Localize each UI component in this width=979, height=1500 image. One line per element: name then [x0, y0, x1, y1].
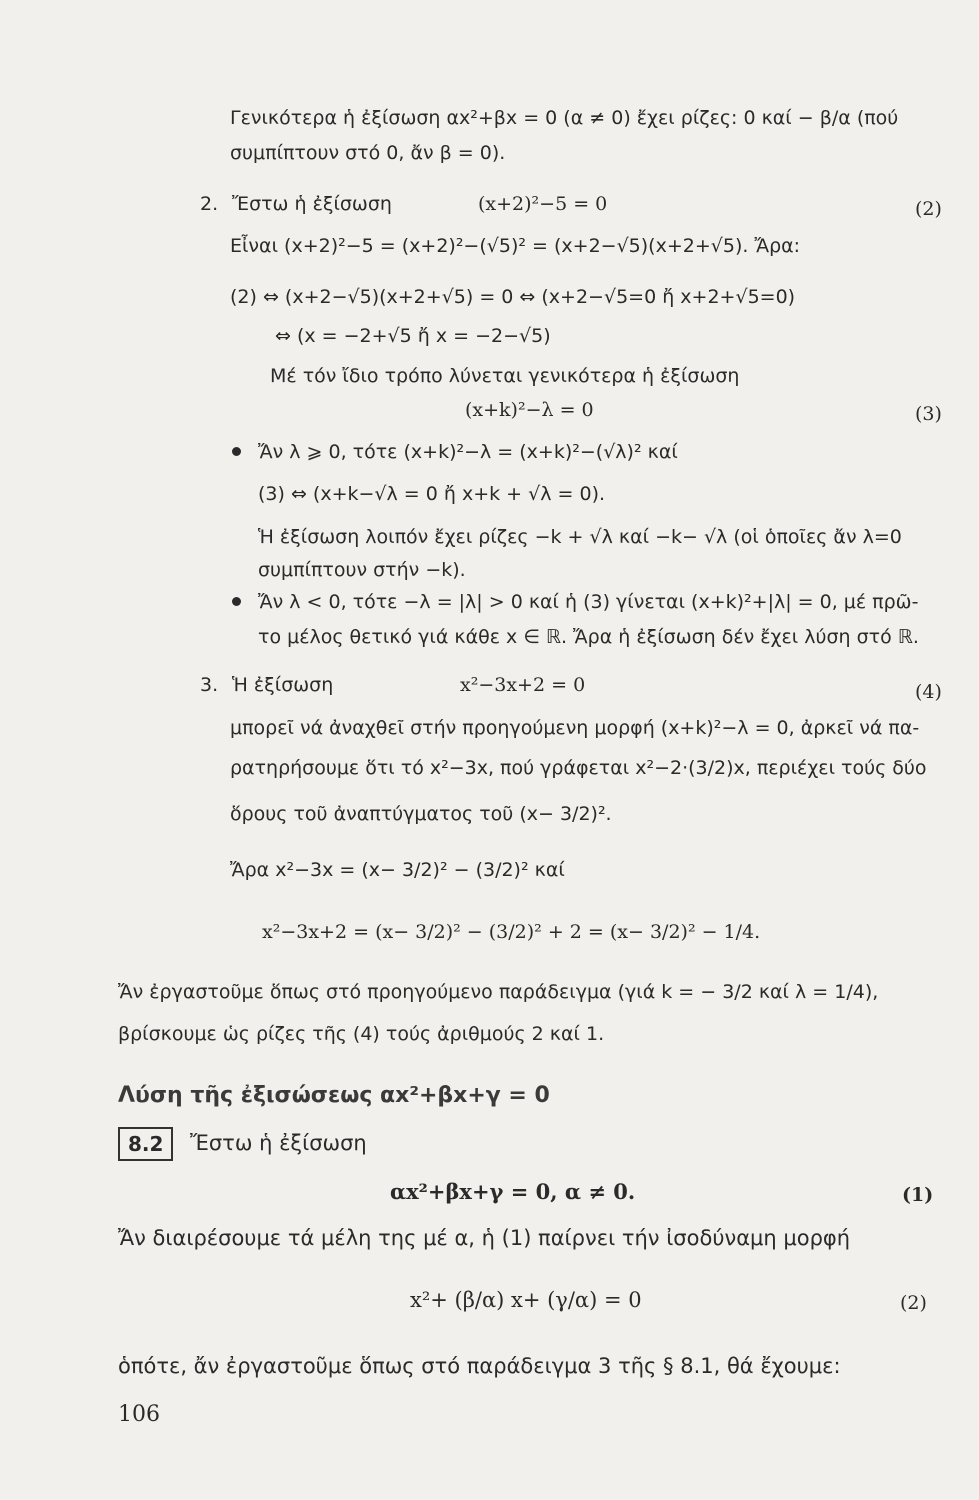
text-line-3: Ἔστω ἡ ἐξίσωση — [232, 193, 392, 215]
text-line-22: βρίσκουμε ὡς ρίζες τῆς (4) τούς ἀριθμούς 2 καί 1. — [118, 1023, 605, 1045]
text-line-16: μπορεῖ νά ἀναχθεῖ στήν προηγούμενη μορφή (x+k)²−λ = 0, ἀρκεῖ νά πα- — [230, 717, 920, 739]
equation-2: (x+2)²−5 = 0 — [478, 193, 608, 215]
text-line-14: το μέλος θετικό γιά κάθε x ∈ ℝ. Ἄρα ἡ ἐξίσωση δέν ἔχει λύση στό ℝ. — [258, 626, 919, 648]
text-line-21: Ἄν ἐργαστοῦμε ὅπως στό προηγούμενο παράδειγμα (γιά k = − 3/2 καί λ = 1/4), — [118, 981, 879, 1003]
text-line-6: ⇔ (x = −2+√5 ἤ x = −2−√5) — [275, 325, 551, 347]
bullet-point — [232, 447, 241, 456]
section-number-box: 8.2 — [118, 1127, 173, 1161]
text-line-9: Ἄν λ ⩾ 0, τότε (x+k)²−λ = (x+k)²−(√λ)² καί — [258, 441, 678, 463]
equation-number-2-section: (2) — [900, 1292, 927, 1314]
text-line-17: ρατηρήσουμε ὅτι τό x²−3x, πού γράφεται x²−2·(3/2)x, περιέχει τούς δύο — [230, 757, 927, 779]
text-line-1: Γενικότερα ἡ ἐξίσωση αx²+βx = 0 (α ≠ 0) ἔχει ρίζες: 0 καί − β/α (πού — [230, 107, 899, 129]
equation-number-2: (2) — [915, 198, 942, 220]
example-label-3: 3. — [200, 674, 219, 696]
text-line-2: συμπίπτουν στό 0, ἄν β = 0). — [230, 142, 506, 164]
equation-number-1: (1) — [902, 1184, 934, 1206]
equation-number-4: (4) — [915, 681, 942, 703]
equation-number-3: (3) — [915, 403, 942, 425]
text-line-20: x²−3x+2 = (x− 3/2)² − (3/2)² + 2 = (x− 3/2)² − 1/4. — [262, 921, 761, 943]
section-title: Λύση τῆς ἐξισώσεως αx²+βx+γ = 0 — [118, 1083, 550, 1108]
equation-4: x²−3x+2 = 0 — [460, 674, 586, 696]
text-line-11: Ἡ ἐξίσωση λοιπόν ἔχει ρίζες −k + √λ καί −k− √λ (οἱ ὁποῖες ἄν λ=0 — [258, 526, 902, 548]
paragraph-1: Ἄν διαιρέσουμε τά μέλη της μέ α, ἡ (1) παίρνει τήν ἰσοδύναμη μορφή — [118, 1226, 851, 1250]
example-label-2: 2. — [200, 193, 219, 215]
bullet-point — [232, 597, 241, 606]
paragraph-2: ὁπότε, ἄν ἐργαστοῦμε ὅπως στό παράδειγμα 3 τῆς § 8.1, θά ἔχουμε: — [118, 1354, 841, 1378]
text-line-7: Μέ τόν ἴδιο τρόπο λύνεται γενικότερα ἡ ἐξίσωση — [270, 365, 740, 387]
text-line-12: συμπίπτουν στήν −k). — [258, 559, 466, 581]
text-line-10: (3) ⇔ (x+k−√λ = 0 ἤ x+k + √λ = 0). — [258, 483, 606, 505]
text-line-13: Ἄν λ < 0, τότε −λ = |λ| > 0 καί ἡ (3) γίνεται (x+k)²+|λ| = 0, μέ πρῶ- — [258, 591, 919, 613]
equation-3: (x+k)²−λ = 0 — [465, 399, 594, 421]
page-number: 106 — [118, 1402, 160, 1427]
text-line-15: Ἡ ἐξίσωση — [232, 674, 334, 696]
text-line-5: (2) ⇔ (x+2−√5)(x+2+√5) = 0 ⇔ (x+2−√5=0 ἤ x+2+√5=0) — [230, 286, 796, 308]
equation-2-section: x²+ (β/α) x+ (γ/α) = 0 — [410, 1288, 642, 1312]
text-line-18: ὅρους τοῦ ἀναπτύγματος τοῦ (x− 3/2)². — [230, 803, 612, 825]
equation-1: αx²+βx+γ = 0, α ≠ 0. — [390, 1179, 636, 1204]
text-line-19: Ἄρα x²−3x = (x− 3/2)² − (3/2)² καί — [230, 859, 565, 881]
section-intro: Ἔστω ἡ ἐξίσωση — [190, 1131, 367, 1155]
text-line-4: Εἶναι (x+2)²−5 = (x+2)²−(√5)² = (x+2−√5)(x+2+√5). Ἄρα: — [230, 235, 801, 257]
